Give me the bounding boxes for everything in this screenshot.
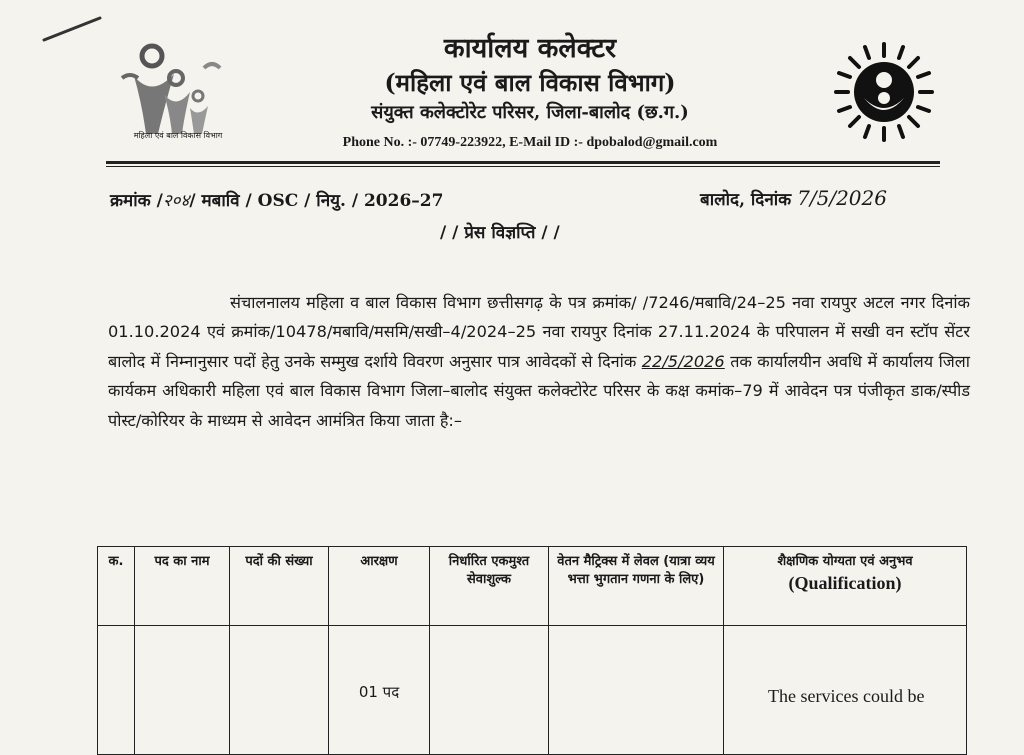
handwritten-date: 7/5/2026: [797, 186, 887, 210]
date-line: [700, 186, 887, 210]
office-address: संयुक्त कलेक्टोरेट परिसर, जिला-बालोद (छ.ग.): [371, 102, 689, 123]
qualification-text: The services could be: [768, 686, 925, 706]
body-part1: संचालनालय महिला व बाल विकास विभाग छत्तीसगढ़ के पत्र क्रमांक/ /7246/मबावि/24–25 नवा रायपुर अटल नगर दिनांक 01.10.2024 एवं क्रमांक/10478/मबावि/मसमि/सखी–4/2024–25 नवा रायपुर दिनांक 27.11.2024 के परिपालन में सखी वन स्टॉप सेंटर बालोद में निम्नानुसार पदों हेतु उनके सम्मुख दर्शाये विवरण अनुसार पात्र आवेदकों से दिनांक: [108, 293, 970, 371]
body-paragraph: [108, 288, 970, 435]
col-qualification: [724, 547, 967, 626]
col-post-name: पद का नाम: [135, 547, 230, 626]
table-header-row: [98, 547, 967, 626]
press-release-title: / / प्रेस विज्ञप्ति / /: [440, 223, 560, 243]
qualification-hi: शैक्षणिक योग्यता एवं अनुभव: [777, 554, 913, 569]
reservation-value: 01 पद: [358, 683, 400, 701]
col-post-count: पदों की संख्या: [230, 547, 329, 626]
header-rule-thin: [106, 166, 940, 167]
col-reservation: आरक्षण: [329, 547, 430, 626]
posts-table: [97, 546, 967, 755]
reference-label: क्रमांक /: [110, 191, 163, 211]
col-serial: क.: [98, 547, 135, 626]
header-rule-thick: [106, 161, 940, 164]
col-pay-level: वेतन मैट्रिक्स में लेवल (यात्रा व्यय भत्ता भुगतान गणना के लिए): [549, 547, 724, 626]
handwritten-ref-number: २०४: [162, 191, 190, 211]
handwritten-deadline: 22/5/2026: [641, 351, 725, 371]
reference-number: [110, 188, 443, 211]
contact-line: Phone No. :- 07749-223922, E-Mail ID :- dpobalod@gmail.com: [342, 135, 718, 150]
department-name: (महिला एवं बाल विकास विभाग): [384, 68, 676, 97]
col-fee: निर्धारित एकमुश्त सेवाशुल्क: [430, 547, 549, 626]
qualification-en: (Qualification): [788, 573, 902, 593]
sun-mother-child-logo: [832, 40, 936, 144]
pen-stroke-mark: [42, 14, 104, 44]
reference-rest: / मबावि / OSC / नियु. / 2026–27: [189, 191, 444, 211]
table-row: [98, 626, 967, 755]
date-label: बालोद, दिनांक: [700, 190, 792, 210]
body-part2: तक कार्यालयीन अवधि में कार्यालय जिला कार्यकम अधिकारी महिला एवं बाल विकास विभाग जिला–बालोद संयुक्त कलेक्टोरेट परिसर के कक्ष कमांक–79 में आवेदन पत्र पंजीकृत डाक/स्पीड पोस्ट/कोरियर के माध्यम से आवेदन आमंत्रित किया जाता है:–: [108, 351, 970, 430]
office-title: कार्यालय कलेक्टर: [443, 33, 617, 64]
logo-caption: महिला एवं बाल विकास विभाग: [133, 131, 223, 140]
